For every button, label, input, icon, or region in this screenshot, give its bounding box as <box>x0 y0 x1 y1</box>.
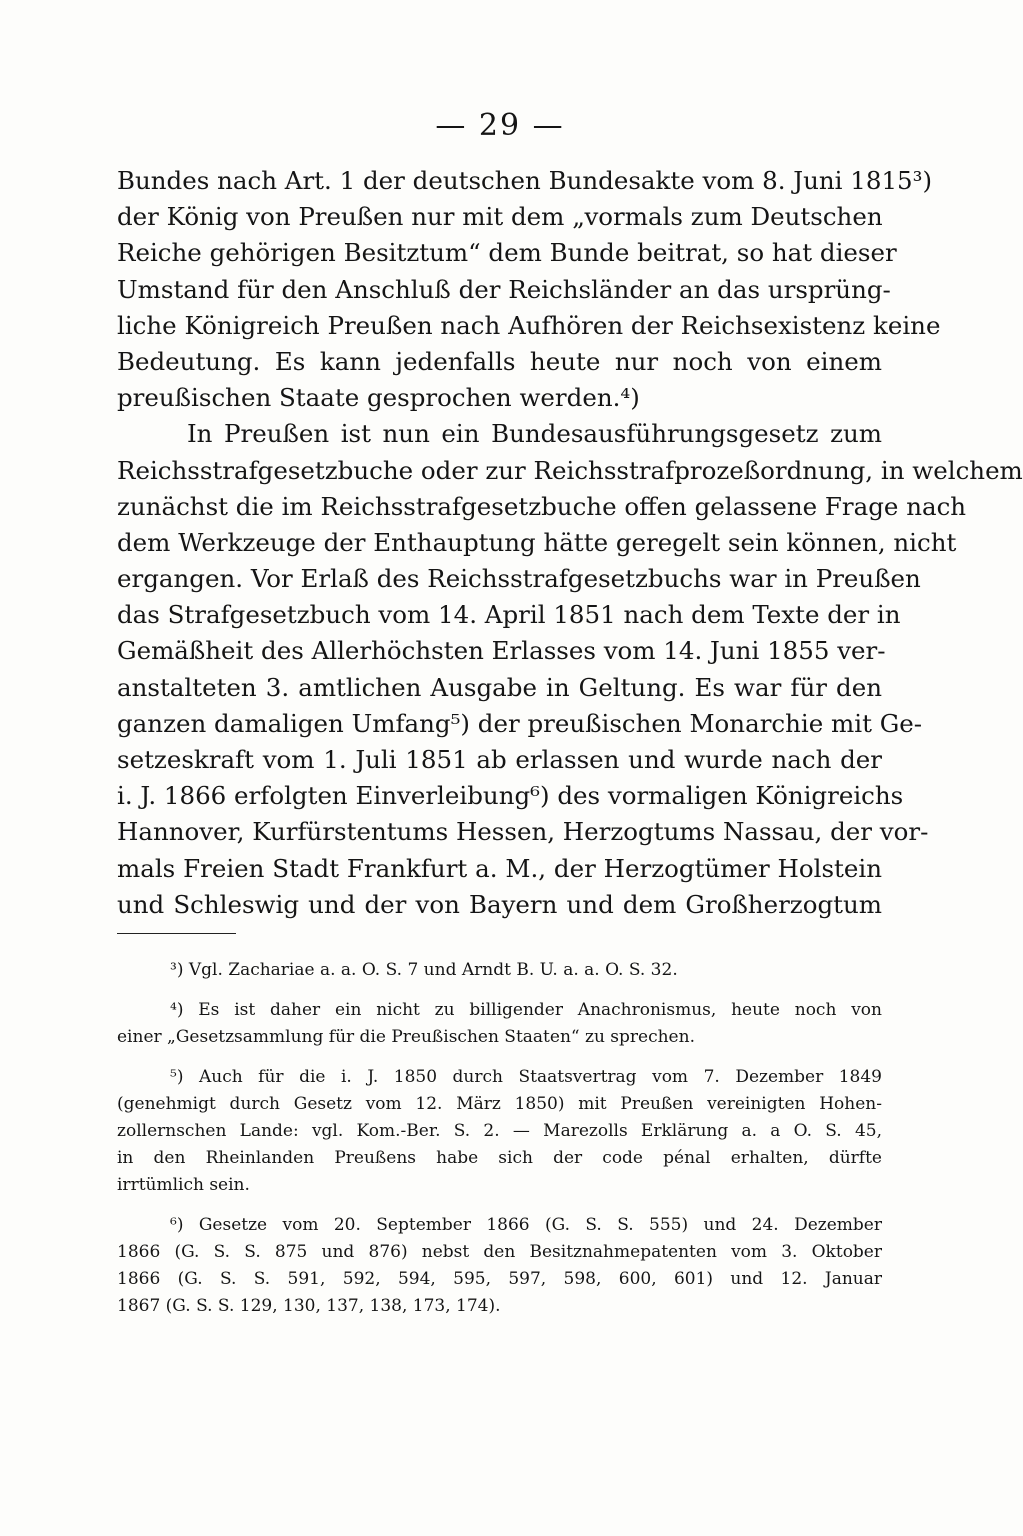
text-line: setzeskraft vom 1. Juli 1851 ab erlassen und wurde nach der <box>117 745 882 774</box>
footnote-line: zollernschen Lande: vgl. Kom.-Ber. S. 2. — Marezolls Erklärung a. a O. S. 45, <box>117 1121 882 1141</box>
footnote-line: ⁵) Auch für die i. J. 1850 durch Staatsvertrag vom 7. Dezember 1849 <box>170 1067 882 1087</box>
text-line: liche Königreich Preußen nach Aufhören der Reichsexistenz keine <box>117 310 941 340</box>
footnote-4 <box>117 997 882 1051</box>
footnote-line: 1867 (G. S. S. 129, 130, 137, 138, 173, 174). <box>117 1296 501 1316</box>
text-line: Reichsstrafgesetzbuche oder zur Reichsstrafprozeßordnung, in welchem <box>117 455 1023 485</box>
text-line: i. J. 1866 erfolgten Einverleibung⁶) des vormaligen Königreichs <box>117 781 904 811</box>
main-text <box>117 163 1023 923</box>
footnote-line: einer „Gesetzsammlung für die Preußischen Staaten“ zu sprechen. <box>117 1027 695 1047</box>
footnote-line: in den Rheinlanden Preußens habe sich der code pénal erhalten, dürfte <box>117 1148 882 1168</box>
text-line: dem Werkzeuge der Enthauptung hätte geregelt sein können, nicht <box>117 527 957 557</box>
text-line: das Strafgesetzbuch vom 14. April 1851 nach dem Texte der in <box>117 600 901 630</box>
footnote-5 <box>117 1064 882 1199</box>
footnote-separator <box>117 933 236 934</box>
text-line: Bedeutung. Es kann jedenfalls heute nur noch von einem <box>117 346 882 376</box>
text-line: ganzen damaligen Umfang⁵) der preußischen Monarchie mit Ge- <box>117 708 923 738</box>
page-number: — 29 — <box>435 108 565 143</box>
footnote-line: irrtümlich sein. <box>117 1175 250 1195</box>
footnote-6 <box>117 1212 882 1320</box>
text-line: anstalteten 3. amtlichen Ausgabe in Geltung. Es war für den <box>117 672 882 702</box>
text-line: ergangen. Vor Erlaß des Reichsstrafgesetzbuchs war in Preußen <box>117 564 921 594</box>
text-line: Reiche gehörigen Besitztum“ dem Bunde beitrat, so hat dieser <box>117 238 897 268</box>
text-line: Bundes nach Art. 1 der deutschen Bundesakte vom 8. Juni 1815³) <box>117 166 933 195</box>
footnote-line: 1866 (G. S. S. 875 und 876) nebst den Besitznahmepatenten vom 3. Oktober <box>117 1242 882 1262</box>
footnote-line: (genehmigt durch Gesetz vom 12. März 1850) mit Preußen vereinigten Hohen- <box>117 1094 882 1114</box>
footnote-line: ⁴) Es ist daher ein nicht zu billigender Anachronismus, heute noch von <box>170 1000 882 1020</box>
text-line: und Schleswig und der von Bayern und dem Großherzogtum <box>117 889 882 919</box>
text-line: Umstand für den Anschluß der Reichsländer an das ursprüng- <box>117 274 891 304</box>
text-line: der König von Preußen nur mit dem „vormals zum Deutschen <box>117 202 883 232</box>
text-line: Hannover, Kurfürstentums Hessen, Herzogtums Nassau, der vor- <box>117 817 929 847</box>
footnote-line: ⁶) Gesetze vom 20. September 1866 (G. S. S. 555) und 24. Dezember <box>170 1215 882 1235</box>
text-line: Gemäßheit des Allerhöchsten Erlasses vom 14. Juni 1855 ver- <box>117 636 886 666</box>
text-line: In Preußen ist nun ein Bundesausführungsgesetz zum <box>187 419 882 449</box>
footnote-3 <box>170 957 882 984</box>
footnote-line: ³) Vgl. Zachariae a. a. O. S. 7 und Arndt B. U. a. a. O. S. 32. <box>170 960 678 980</box>
text-line: mals Freien Stadt Frankfurt a. M., der Herzogtümer Holstein <box>117 853 882 883</box>
text-line: preußischen Staate gesprochen werden.⁴) <box>117 383 640 413</box>
footnote-line: 1866 (G. S. S. 591, 592, 594, 595, 597, 598, 600, 601) und 12. Januar <box>117 1269 882 1289</box>
text-line: zunächst die im Reichsstrafgesetzbuche offen gelassene Frage nach <box>117 491 967 521</box>
footnotes <box>117 957 882 1333</box>
